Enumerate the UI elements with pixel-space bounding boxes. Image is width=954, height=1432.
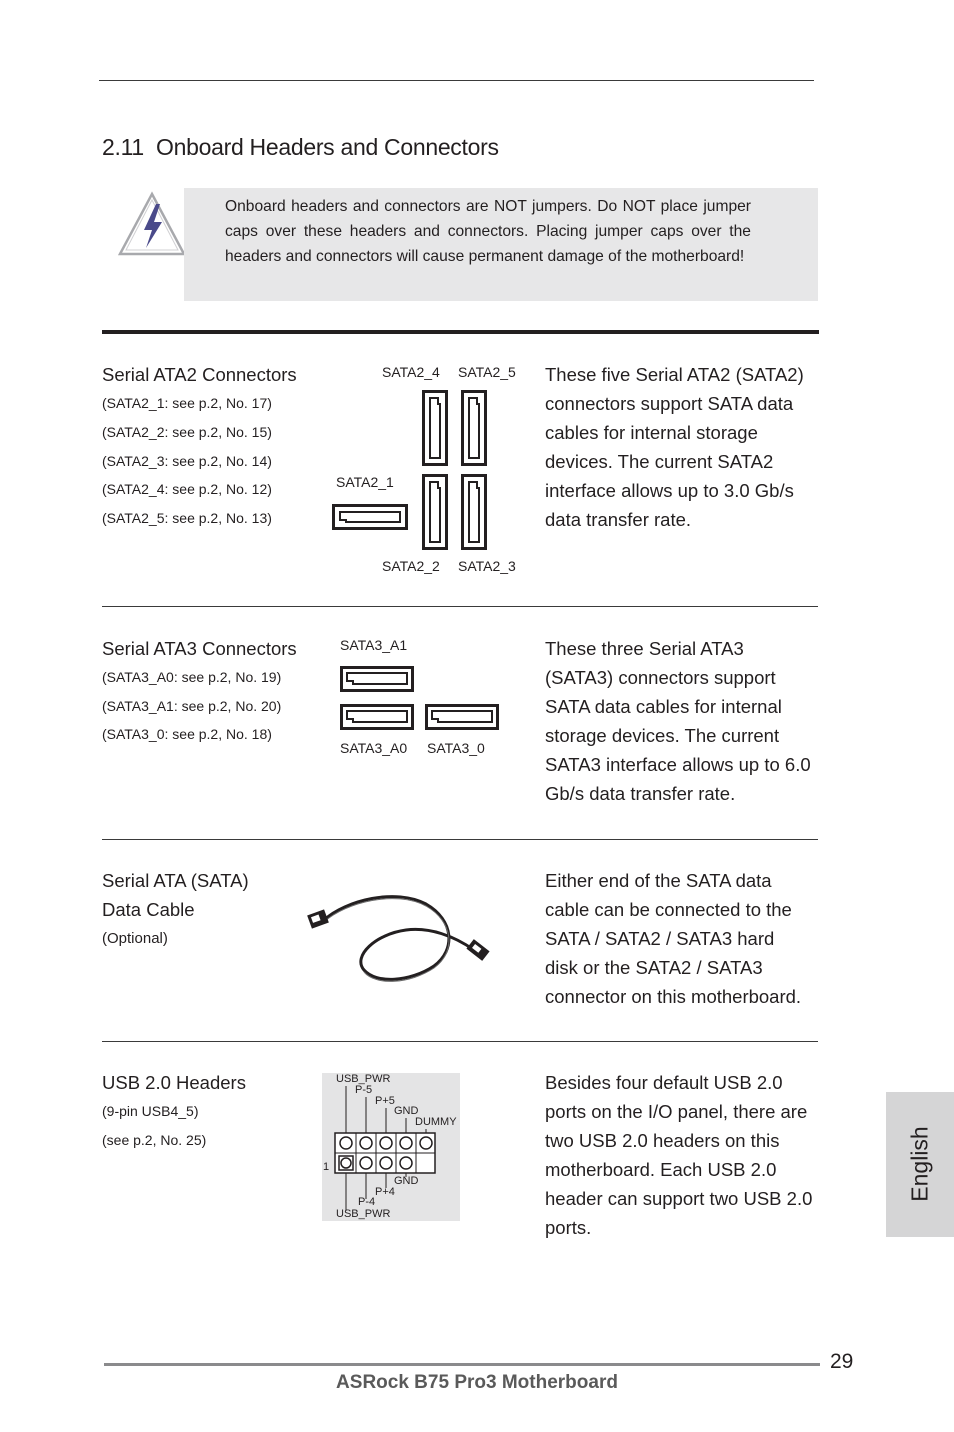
- cable-note: (Optional): [102, 930, 168, 947]
- sata3-ref-2: (SATA3_A1: see p.2, No. 20): [102, 698, 282, 714]
- sata3-a1-label: SATA3_A1: [340, 637, 408, 653]
- usb-pwr-top-label: USB_PWR: [336, 1073, 391, 1085]
- sata3-a0-connector: [340, 704, 414, 730]
- sata3-0-connector: [425, 704, 499, 730]
- sata3-desc-line-2: (SATA3) connectors support: [545, 667, 776, 688]
- sata2-4-connector: [422, 390, 448, 466]
- sata2-1-label: SATA2_1: [336, 474, 394, 490]
- divider-2: [102, 839, 818, 840]
- footer-text: [0, 1372, 954, 1394]
- p-minus4-label: P-4: [358, 1196, 376, 1208]
- warning-icon: [116, 190, 188, 260]
- sata3-description: [545, 634, 835, 808]
- sata2-4-label: SATA2_4: [382, 364, 440, 380]
- cable-desc-line-3: SATA / SATA2 / SATA3 hard: [545, 928, 775, 949]
- usb-pin-grid: [322, 1073, 460, 1221]
- usb-desc-line-6: ports.: [545, 1217, 592, 1238]
- divider-3: [102, 1041, 818, 1042]
- gnd-top-label: GND: [394, 1105, 419, 1117]
- sata2-desc-line-5: interface allows up to 3.0 Gb/s: [545, 480, 794, 501]
- dummy-label: DUMMY: [415, 1116, 457, 1128]
- sata3-a0-label: SATA3_A0: [340, 740, 408, 756]
- page-number: 29: [830, 1350, 854, 1373]
- usb-desc-line-3: two USB 2.0 headers on this: [545, 1130, 780, 1151]
- sata2-ref-3: (SATA2_3: see p.2, No. 14): [102, 453, 272, 469]
- sata3-ref-3: (SATA3_0: see p.2, No. 18): [102, 726, 272, 742]
- sata2-1-connector: [332, 504, 408, 530]
- p-minus5-label: P-5: [355, 1084, 373, 1096]
- sata3-desc-line-6: Gb/s data transfer rate.: [545, 783, 736, 804]
- sata2-5-connector: [461, 390, 487, 466]
- p-plus5-label: P+5: [375, 1095, 395, 1107]
- section-title-text: Onboard Headers and Connectors: [156, 134, 499, 160]
- sata2-ref-4: (SATA2_4: see p.2, No. 12): [102, 481, 272, 497]
- cable-desc-line-2: cable can be connected to the: [545, 899, 792, 920]
- cable-desc-line-4: disk or the SATA2 / SATA3: [545, 957, 763, 978]
- sata2-3-connector: [461, 474, 487, 550]
- usb-desc-line-2: ports on the I/O panel, there are: [545, 1101, 808, 1122]
- sata3-desc-line-4: storage devices. The current: [545, 725, 780, 746]
- sata2-5-label: SATA2_5: [458, 364, 516, 380]
- cable-description: [545, 866, 835, 1011]
- gnd-bottom-label: GND: [394, 1175, 419, 1187]
- sata2-desc-line-1: These five Serial ATA2 (SATA2): [545, 364, 804, 385]
- top-rule: [99, 80, 814, 81]
- sata2-ref-2: (SATA2_2: see p.2, No. 15): [102, 424, 272, 440]
- sata3-desc-line-5: SATA3 interface allows up to 6.0: [545, 754, 811, 775]
- sata3-ref-1: (SATA3_A0: see p.2, No. 19): [102, 669, 282, 685]
- usb-heading: USB 2.0 Headers: [102, 1072, 246, 1093]
- section-number: 2.11: [102, 134, 144, 160]
- cable-heading-line-1: Serial ATA (SATA): [102, 870, 249, 891]
- cable-desc-line-5: connector on this motherboard.: [545, 986, 802, 1007]
- section-title: [102, 134, 499, 161]
- sata2-desc-line-4: devices. The current SATA2: [545, 451, 774, 472]
- sata3-a1-connector: [340, 666, 414, 692]
- usb-desc-line-1: Besides four default USB 2.0: [545, 1072, 783, 1093]
- usb-desc-line-5: header can support two USB 2.0: [545, 1188, 813, 1209]
- footer-product: ASRock B75 Pro3 Motherboard: [336, 1372, 618, 1393]
- sata2-3-label: SATA2_3: [458, 558, 516, 574]
- usb-ref-2: (see p.2, No. 25): [102, 1132, 207, 1148]
- pin-1-label: 1: [323, 1161, 330, 1173]
- sata-cable-image: [306, 890, 492, 986]
- sata2-heading: Serial ATA2 Connectors: [102, 364, 297, 385]
- divider-1: [102, 606, 818, 607]
- usb-ref-1: (9-pin USB4_5): [102, 1103, 199, 1119]
- usb-pwr-bottom-label: USB_PWR: [336, 1208, 391, 1220]
- sata2-desc-line-3: cables for internal storage: [545, 422, 758, 443]
- language-tab: [886, 1092, 954, 1237]
- sata2-desc-line-6: data transfer rate.: [545, 509, 692, 530]
- sata2-2-label: SATA2_2: [382, 558, 440, 574]
- sata3-desc-line-1: These three Serial ATA3: [545, 638, 744, 659]
- usb-header-diagram: [322, 1073, 460, 1221]
- sata2-ref-1: (SATA2_1: see p.2, No. 17): [102, 395, 272, 411]
- thick-divider: [102, 330, 819, 334]
- usb-description: [545, 1068, 835, 1242]
- sata2-ref-5: (SATA2_5: see p.2, No. 13): [102, 510, 272, 526]
- language-tab-label: English: [906, 1126, 933, 1202]
- cable-heading-line-2: Data Cable: [102, 899, 195, 920]
- p-plus4-label: P+4: [375, 1186, 395, 1198]
- sata2-desc-line-2: connectors support SATA data: [545, 393, 794, 414]
- warning-text: Onboard headers and connectors are NOT jumpers. Do NOT place jumper caps over these headers and connectors. Placing jumper caps over the headers and connectors will cause permanent damage of the motherboard!: [225, 198, 751, 265]
- usb-desc-line-4: motherboard. Each USB 2.0: [545, 1159, 777, 1180]
- cable-desc-line-1: Either end of the SATA data: [545, 870, 772, 891]
- footer-rule: [104, 1363, 820, 1366]
- sata2-2-connector: [422, 474, 448, 550]
- sata3-heading: Serial ATA3 Connectors: [102, 638, 297, 659]
- sata3-desc-line-3: SATA data cables for internal: [545, 696, 782, 717]
- sata2-description: [545, 360, 835, 534]
- sata3-0-label: SATA3_0: [427, 740, 485, 756]
